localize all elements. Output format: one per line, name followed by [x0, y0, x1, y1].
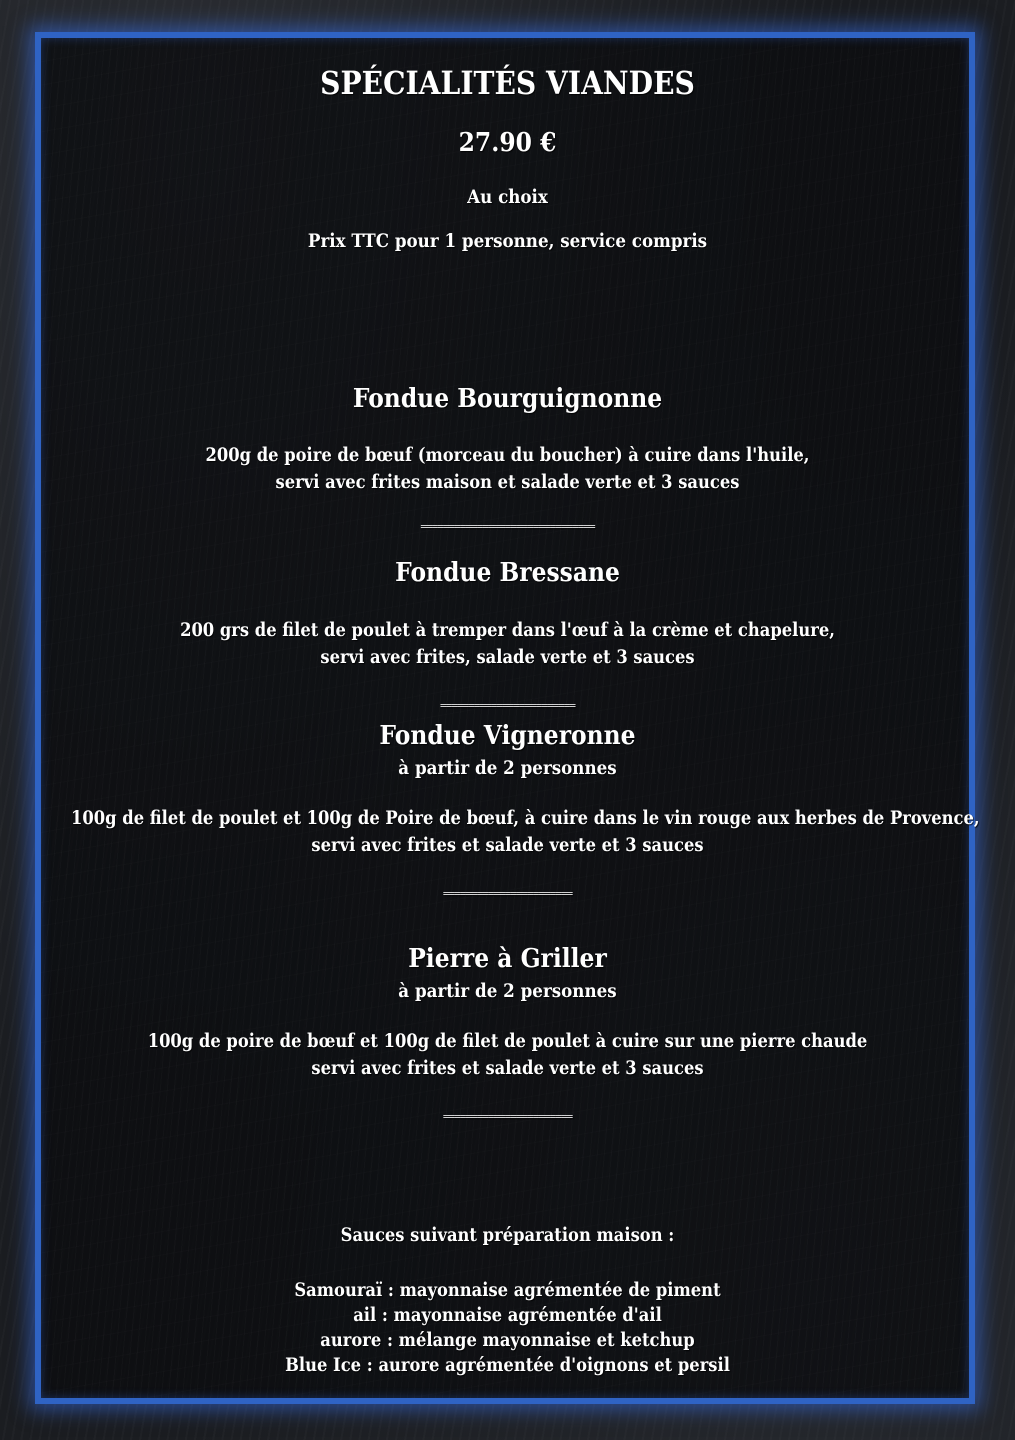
dish-description-line: servi avec frites maison et salade verte et 3 sauces	[275, 471, 740, 493]
separator-line: ===============================	[420, 520, 595, 533]
sauce-item: ail : mayonnaise agrémentée d'ail	[353, 1304, 662, 1326]
sauces-heading: Sauces suivant préparation maison :	[340, 1224, 675, 1246]
dish-description-line: servi avec frites et salade verte et 3 sauces	[311, 834, 704, 856]
separator-line: =======================	[442, 1110, 573, 1123]
page-title: SPÉCIALITÉS VIANDES	[320, 64, 695, 102]
dish-description-line: 100g de poire de bœuf et 100g de filet de poulet à cuire sur une pierre chaude	[147, 1030, 868, 1052]
menu-price: 27.90 €	[458, 128, 557, 158]
separator-line: ========================	[440, 699, 575, 712]
dish-title-fondue-bourguignonne: Fondue Bourguignonne	[352, 384, 663, 414]
dish-description-line: 100g de filet de poulet et 100g de Poire de bœuf, à cuire dans le vin rouge aux herbes de Provence,	[71, 807, 980, 829]
dish-subtitle: à partir de 2 personnes	[398, 757, 617, 779]
choice-label: Au choix	[467, 186, 548, 208]
dish-description-line: servi avec frites, salade verte et 3 sauces	[320, 646, 695, 668]
sauce-item: Blue Ice : aurore agrémentée d'oignons et persil	[285, 1354, 730, 1376]
dish-description-line: 200g de poire de bœuf (morceau du boucher) à cuire dans l'huile,	[205, 444, 810, 466]
separator-line: =======================	[442, 887, 573, 900]
sauce-item: Samouraï : mayonnaise agrémentée de piment	[294, 1279, 721, 1301]
dish-description-line: servi avec frites et salade verte et 3 sauces	[311, 1057, 704, 1079]
dish-description-line: 200 grs de filet de poulet à tremper dans l'œuf à la crème et chapelure,	[180, 619, 835, 641]
sauce-item: aurore : mélange mayonnaise et ketchup	[320, 1329, 695, 1351]
dish-subtitle: à partir de 2 personnes	[398, 980, 617, 1002]
price-note: Prix TTC pour 1 personne, service compris	[307, 230, 708, 252]
dish-title-fondue-bressane: Fondue Bressane	[395, 558, 620, 588]
dish-title-pierre-a-griller: Pierre à Griller	[408, 944, 607, 974]
dish-title-fondue-vigneronne: Fondue Vigneronne	[379, 721, 636, 751]
